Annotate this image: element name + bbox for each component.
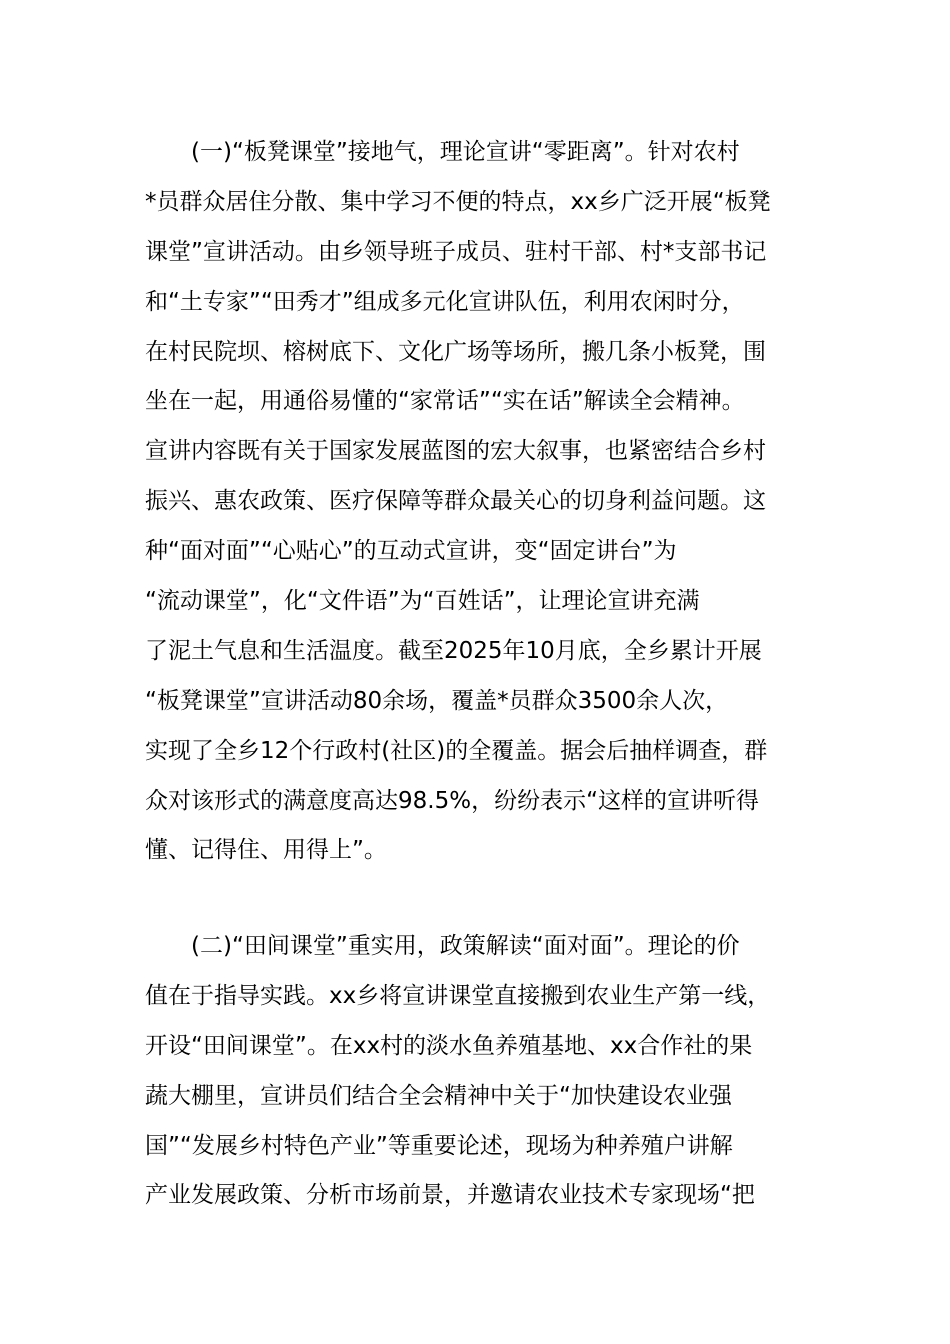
paragraph-line: 懂、记得住、用得上”。 (145, 837, 387, 864)
paragraph-line: (二)“田间课堂”重实用，政策解读“面对面”。理论的价 (191, 933, 740, 959)
paragraph-line: “板凳课堂”宣讲活动80余场，覆盖*员群众3500余人次， (145, 687, 729, 714)
paragraph-line: 振兴、惠农政策、医疗保障等群众最关心的切身利益问题。这 (145, 488, 766, 515)
paragraph-line: 产业发展政策、分析市场前景，并邀请农业技术专家现场“把 (145, 1182, 755, 1209)
paragraph-line: (一)“板凳课堂”接地气，理论宣讲“零距离”。针对农村 (191, 139, 740, 165)
paragraph-line: 了泥土气息和生活温度。截至2025年10月底，全乡累计开展 (145, 637, 762, 664)
paragraph-line: 课堂”宣讲活动。由乡领导班子成员、驻村干部、村*支部书记 (145, 238, 767, 265)
paragraph-line: 开设“田间课堂”。在xx村的淡水鱼养殖基地、xx合作社的果 (145, 1032, 753, 1059)
paragraph-line: 宣讲内容既有关于国家发展蓝图的宏大叙事，也紧密结合乡村 (145, 438, 766, 465)
paragraph-line: 种“面对面”“心贴心”的互动式宣讲，变“固定讲台”为 (145, 538, 677, 565)
paragraph-line: 坐在一起，用通俗易懂的“家常话”“实在话”解读全会精神。 (145, 388, 745, 415)
paragraph-line: 蔬大棚里，宣讲员们结合全会精神中关于“加快建设农业强 (145, 1082, 732, 1109)
paragraph-line: 实现了全乡12个行政村(社区)的全覆盖。据会后抽样调查，群 (145, 737, 768, 764)
paragraph-line: *员群众居住分散、集中学习不便的特点，xx乡广泛开展“板凳 (145, 188, 771, 215)
paragraph-line: 在村民院坝、榕树底下、文化广场等场所，搬几条小板凳，围 (145, 338, 766, 365)
paragraph-field-classroom (145, 922, 815, 1221)
paragraph-line: “流动课堂”，化“文件语”为“百姓话”，让理论宣讲充满 (145, 588, 700, 615)
paragraph-line: 和“土专家”“田秀才”组成多元化宣讲队伍，利用农闲时分， (145, 288, 745, 315)
paragraph-line: 值在于指导实践。xx乡将宣讲课堂直接搬到农业生产第一线， (145, 982, 771, 1009)
paragraph-line: 国”“发展乡村特色产业”等重要论述，现场为种养殖户讲解 (145, 1132, 733, 1159)
paragraph-bench-classroom (145, 128, 815, 876)
paragraph-line: 众对该形式的满意度高达98.5%，纷纷表示“这样的宣讲听得 (145, 787, 759, 814)
